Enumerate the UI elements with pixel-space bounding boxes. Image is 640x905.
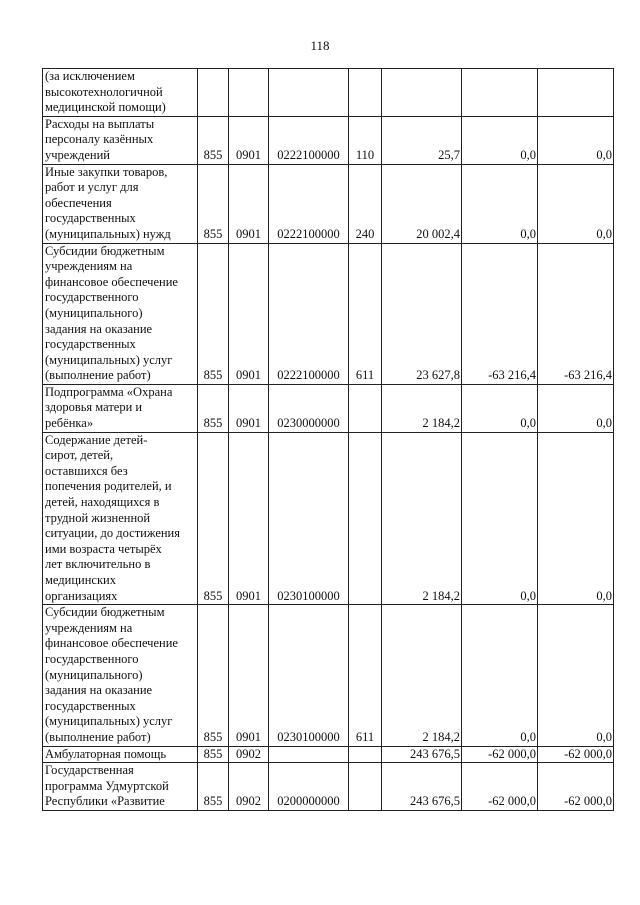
- table-row: [43, 243, 614, 384]
- cell-sum-2: 0,0: [462, 116, 538, 164]
- name-line: ситуации, до достижения: [45, 526, 180, 541]
- cell-ved: 855: [198, 746, 229, 763]
- cell-csr: [269, 69, 349, 117]
- name-line: здоровья матери и: [45, 400, 143, 415]
- cell-name: [43, 164, 198, 243]
- cell-sum-2: [462, 69, 538, 117]
- name-line: медицинских: [45, 573, 116, 587]
- cell-vr: 611: [349, 605, 382, 746]
- page-number: 118: [310, 38, 330, 53]
- cell-vr: 240: [349, 164, 382, 243]
- name-line: работ и услуг для: [45, 180, 139, 195]
- cell-name: [43, 116, 198, 164]
- cell-rz: 0901: [229, 605, 269, 746]
- cell-ved: 855: [198, 164, 229, 243]
- cell-sum-1: 20 002,4: [382, 164, 462, 243]
- cell-vr: [349, 384, 382, 432]
- name-line: (муниципальных) нужд: [45, 226, 171, 241]
- cell-ved: 855: [198, 116, 229, 164]
- cell-vr: 611: [349, 243, 382, 384]
- name-line: государственных: [45, 337, 136, 352]
- cell-rz: [229, 69, 269, 117]
- cell-ved: 855: [198, 243, 229, 384]
- cell-ved: 855: [198, 763, 229, 811]
- name-line: учреждений: [45, 147, 110, 162]
- cell-rz: 0901: [229, 384, 269, 432]
- table-row: [43, 164, 614, 243]
- table-row: [43, 69, 614, 117]
- cell-sum-3: -62 000,0: [538, 746, 614, 763]
- name-line: задания на оказание: [45, 683, 153, 698]
- name-line: государственных: [45, 211, 136, 226]
- name-line: Иные закупки товаров,: [45, 164, 168, 179]
- name-line: (муниципальных) услуг: [45, 352, 173, 367]
- name-line: попечения родителей, и: [45, 479, 172, 494]
- name-line: ими возраста четырёх: [45, 541, 162, 556]
- name-line: медицинской помощи): [45, 100, 166, 115]
- cell-rz: 0901: [229, 243, 269, 384]
- cell-vr: [349, 432, 382, 605]
- cell-name: [43, 432, 198, 605]
- cell-rz: 0902: [229, 763, 269, 811]
- cell-sum-2: 0,0: [462, 384, 538, 432]
- cell-rz: 0901: [229, 116, 269, 164]
- name-line: высокотехнологичной: [45, 84, 163, 99]
- name-line: Государственная: [45, 763, 134, 778]
- cell-sum-2: -63 216,4: [462, 243, 538, 384]
- cell-sum-1: 23 627,8: [382, 243, 462, 384]
- table-row: [43, 746, 614, 763]
- cell-vr: [349, 69, 382, 117]
- name-line: оставшихся без: [45, 463, 128, 478]
- cell-csr: 0230100000: [269, 432, 349, 605]
- name-line: государственного: [45, 290, 139, 305]
- cell-name: [43, 746, 198, 763]
- name-line: задания на оказание: [45, 321, 153, 336]
- name-line: Расходы на выплаты: [45, 116, 155, 131]
- name-line: Подпрограмма «Охрана: [45, 384, 173, 399]
- name-line: Субсидии бюджетным: [45, 605, 165, 620]
- cell-name: [43, 384, 198, 432]
- name-line: (выполнение работ): [45, 729, 151, 744]
- cell-sum-1: 243 676,5: [382, 746, 462, 763]
- name-line: (за исключением: [45, 69, 135, 83]
- cell-sum-1: 2 184,2: [382, 384, 462, 432]
- table-row: [43, 384, 614, 432]
- name-line: обеспечения: [45, 195, 112, 210]
- cell-vr: [349, 763, 382, 811]
- name-line: (муниципальных) услуг: [45, 714, 173, 729]
- name-line: Содержание детей-: [45, 432, 148, 447]
- cell-rz: 0901: [229, 164, 269, 243]
- cell-sum-1: 2 184,2: [382, 605, 462, 746]
- name-line: Амбулаторная помощь: [45, 746, 167, 761]
- name-line: Республики «Развитие: [45, 794, 165, 809]
- name-line: организациях: [45, 588, 118, 603]
- cell-name: [43, 243, 198, 384]
- name-line: ребёнка»: [45, 416, 94, 431]
- cell-csr: [269, 746, 349, 763]
- name-line: трудной жизненной: [45, 510, 151, 525]
- table-row: [43, 432, 614, 605]
- cell-sum-2: -62 000,0: [462, 763, 538, 811]
- cell-ved: [198, 69, 229, 117]
- name-line: (выполнение работ): [45, 368, 151, 383]
- cell-sum-3: [538, 69, 614, 117]
- table-row: [43, 605, 614, 746]
- cell-csr: 0200000000: [269, 763, 349, 811]
- cell-csr: 0222100000: [269, 164, 349, 243]
- cell-name: [43, 69, 198, 117]
- cell-sum-2: 0,0: [462, 164, 538, 243]
- cell-rz: 0902: [229, 746, 269, 763]
- name-line: учреждениям на: [45, 620, 133, 635]
- cell-sum-3: -63 216,4: [538, 243, 614, 384]
- cell-csr: 0230000000: [269, 384, 349, 432]
- cell-sum-3: 0,0: [538, 432, 614, 605]
- cell-sum-1: 25,7: [382, 116, 462, 164]
- name-line: государственных: [45, 698, 136, 713]
- name-line: финансовое обеспечение: [45, 274, 178, 289]
- name-line: (муниципального): [45, 305, 143, 320]
- name-line: (муниципального): [45, 667, 143, 682]
- name-line: лет включительно в: [45, 557, 151, 572]
- cell-ved: 855: [198, 432, 229, 605]
- cell-name: [43, 605, 198, 746]
- name-line: детей, находящихся в: [45, 495, 160, 510]
- cell-sum-3: 0,0: [538, 384, 614, 432]
- cell-vr: 110: [349, 116, 382, 164]
- name-line: сирот, детей,: [45, 448, 114, 463]
- cell-sum-3: 0,0: [538, 164, 614, 243]
- name-line: программа Удмуртской: [45, 778, 169, 793]
- cell-sum-2: 0,0: [462, 605, 538, 746]
- cell-vr: [349, 746, 382, 763]
- cell-sum-3: 0,0: [538, 605, 614, 746]
- name-line: персоналу казённых: [45, 132, 154, 147]
- cell-ved: 855: [198, 605, 229, 746]
- cell-sum-2: -62 000,0: [462, 746, 538, 763]
- cell-rz: 0901: [229, 432, 269, 605]
- name-line: финансовое обеспечение: [45, 636, 178, 651]
- cell-name: [43, 763, 198, 811]
- cell-ved: 855: [198, 384, 229, 432]
- cell-sum-3: 0,0: [538, 116, 614, 164]
- name-line: Субсидии бюджетным: [45, 243, 165, 258]
- cell-sum-1: 243 676,5: [382, 763, 462, 811]
- cell-csr: 0230100000: [269, 605, 349, 746]
- table-row: [43, 116, 614, 164]
- cell-sum-2: 0,0: [462, 432, 538, 605]
- name-line: учреждениям на: [45, 259, 133, 274]
- table-row: [43, 763, 614, 811]
- cell-sum-1: [382, 69, 462, 117]
- cell-sum-3: -62 000,0: [538, 763, 614, 811]
- name-line: государственного: [45, 651, 139, 666]
- budget-table: [42, 68, 614, 811]
- cell-csr: 0222100000: [269, 243, 349, 384]
- cell-sum-1: 2 184,2: [382, 432, 462, 605]
- cell-csr: 0222100000: [269, 116, 349, 164]
